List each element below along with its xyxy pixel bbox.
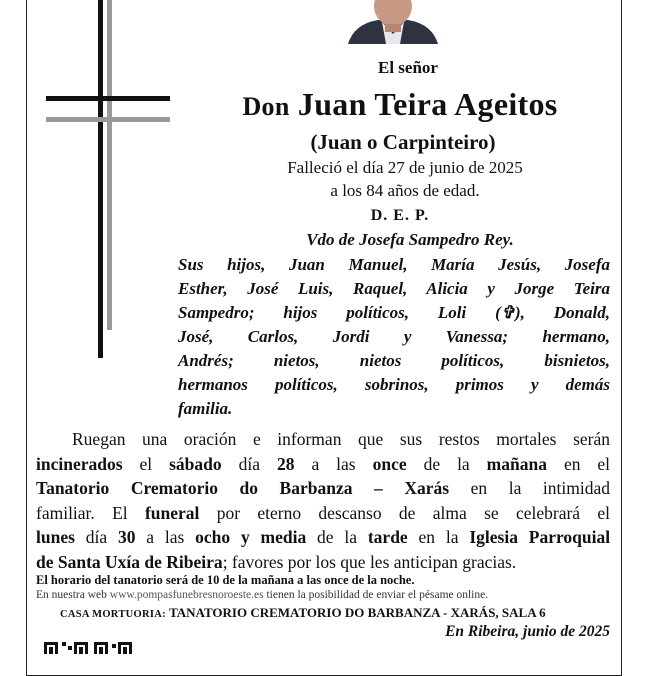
body-line-1: Ruegan una oración e informan que sus restos mortales serán (72, 429, 610, 449)
age-text: a los 84 años de edad. (330, 181, 480, 200)
body-line-5 (36, 525, 610, 550)
funeral-time-of-day: tarde (367, 527, 408, 547)
nickname: (Juan o Carpinteiro) (310, 130, 496, 154)
place-date: En Ribeira, junio de 2025 (445, 623, 610, 640)
widower-text: Vdo de Josefa Sampedro Rey. (306, 230, 514, 249)
word: día (238, 453, 261, 474)
family-line: familia. (178, 399, 233, 418)
crematorium-name: Tanatorio Crematorio do Barbanza – Xarás (36, 478, 450, 498)
body-line-3 (36, 476, 610, 501)
qr-code-icon[interactable] (44, 638, 144, 654)
cross-vertical-dark (98, 0, 103, 358)
website-link[interactable]: www.pompasfunebresnoroeste.es (109, 589, 264, 601)
deceased-name (205, 86, 595, 123)
time-of-day: mañana (486, 453, 547, 474)
word: de la (317, 527, 358, 547)
word: ; favores por los que les anticipan gracias. (222, 551, 517, 572)
death-date: Falleció el día 27 de junio de 2025 (287, 158, 523, 177)
day-number: 28 (276, 453, 295, 474)
intro-text: El señor (378, 58, 438, 77)
word: por eterno descanso de alma se celebrará el (216, 502, 610, 523)
funeral-word: funeral (144, 502, 200, 523)
word: a las (311, 453, 356, 474)
word: el (139, 453, 153, 474)
mortuary-label: CASA MORTUORIA: (60, 609, 166, 620)
funeral-hour: ocho y media (195, 527, 307, 547)
word: familiar. El (36, 502, 128, 523)
web-note-pre: En nuestra web (36, 589, 107, 601)
family-list (178, 253, 610, 421)
cross-horizontal-gray (46, 117, 170, 122)
family-line: Sus hijos, Juan Manuel, María Jesús, Josefa (178, 255, 610, 274)
mortuary-house (60, 605, 546, 621)
word: en la (418, 527, 459, 547)
church-name: Iglesia Parroquial (469, 527, 611, 547)
family-line: Sampedro; hijos políticos, Loli (✞), Donald, (178, 303, 610, 322)
word: de la (423, 453, 470, 474)
web-note (36, 589, 488, 601)
word: en el (563, 453, 611, 474)
body-line-6 (36, 550, 610, 575)
cremation-word: incinerados (36, 453, 123, 474)
hour: once (372, 453, 407, 474)
web-note-post: tienen la posibilidad de enviar el pésame online. (266, 589, 489, 601)
family-line: Esther, José Luis, Raquel, Alicia y Jorge Teira (178, 279, 610, 298)
family-line: Andrés; nietos, nietos políticos, bisnietos, (178, 351, 610, 370)
cross-vertical-gray (107, 0, 112, 330)
funeral-day: 30 (117, 527, 136, 547)
service-details (36, 427, 610, 574)
parish-name: de Santa Uxía de Ribeira (36, 551, 223, 572)
full-name: Juan Teira Ageitos (297, 86, 558, 122)
honorific: Don (242, 92, 290, 121)
cross-horizontal-dark (46, 96, 170, 101)
body-line-2 (36, 452, 610, 477)
family-line: hermanos políticos, sobrinos, primos y demás (178, 375, 610, 394)
family-line: José, Carlos, Jordi y Vanessa; hermano, (178, 327, 610, 346)
hours-note: El horario del tanatorio será de 10 de la mañana a las once de la noche. (36, 573, 415, 587)
funeral-weekday: lunes (36, 527, 75, 547)
word: día (85, 527, 108, 547)
rip-text: D. E. P. (370, 207, 430, 224)
word: en la intimidad (470, 478, 610, 498)
word: a las (146, 527, 185, 547)
mortuary-value: TANATORIO CREMATORIO DO BARBANZA - XARÁS, SALA 6 (169, 605, 546, 620)
weekday: sábado (169, 453, 222, 474)
cross-icon (44, 0, 174, 360)
deceased-photo (338, 0, 448, 44)
body-line-4 (36, 501, 610, 526)
